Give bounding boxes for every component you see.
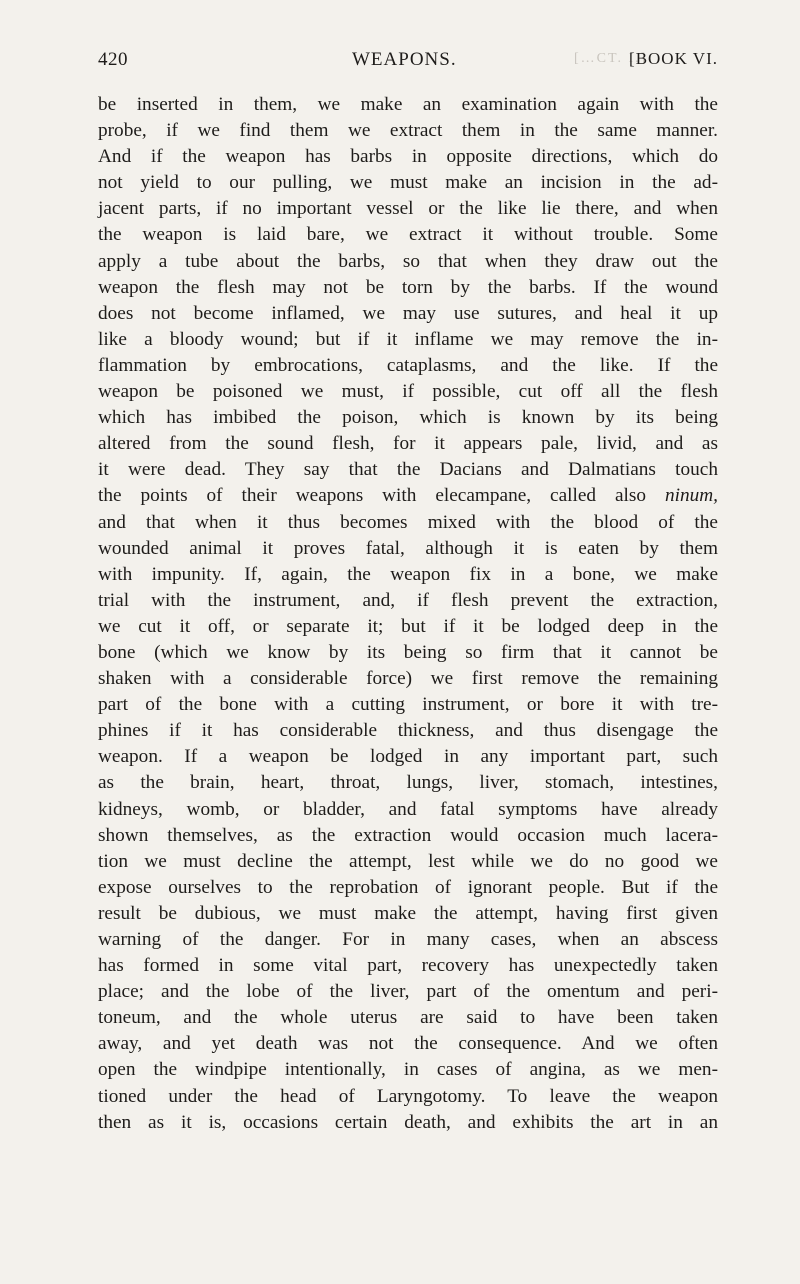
- text-line-content: apply a tube about the barbs, so that when they draw out the: [98, 250, 718, 272]
- text-line: [98, 457, 718, 483]
- text-line-content: which has imbibed the poison, which is known by its being: [98, 407, 718, 429]
- text-line: [98, 562, 718, 588]
- text-line: [98, 614, 718, 640]
- text-line: [98, 379, 718, 405]
- text-line: [98, 510, 718, 536]
- text-line-content: does not become inflamed, we may use sutures, and heal it up: [98, 302, 718, 324]
- text-line: [98, 797, 718, 823]
- text-line: [98, 170, 718, 196]
- text-line-content: And if the weapon has barbs in opposite directions, which do: [98, 146, 718, 168]
- text-line-content: be inserted in them, we make an examination again with the: [98, 94, 718, 115]
- text-line-content: flammation by embrocations, cataplasms, and the like. If the: [98, 354, 718, 376]
- text-line-content: phines if it has considerable thickness, and thus disengage the: [98, 720, 718, 742]
- text-line-content: with impunity. If, again, the weapon fix in a bone, we make: [98, 563, 718, 585]
- text-line-content: then as it is, occasions certain death, and exhibits the art in an: [98, 1111, 718, 1133]
- text-line: [98, 536, 718, 562]
- text-line: [98, 301, 718, 327]
- text-line: [98, 640, 718, 666]
- text-line-content: trial with the instrument, and, if flesh prevent the extraction,: [98, 589, 718, 611]
- body-text: [98, 92, 718, 1136]
- text-line-content: away, and yet death was not the consequence. And we often: [98, 1033, 718, 1055]
- text-line-content: the weapon is laid bare, we extract it without trouble. Some: [98, 224, 718, 246]
- book-reference: [BOOK VI.: [629, 49, 718, 68]
- text-line: [98, 144, 718, 170]
- text-line: [98, 1084, 718, 1110]
- text-line-content: we cut it off, or separate it; but if it be lodged deep in the: [98, 615, 718, 637]
- text-line-content: probe, if we find them we extract them in the same manner.: [98, 120, 718, 142]
- page-title: WEAPONS.: [352, 49, 457, 70]
- text-line: [98, 1057, 718, 1083]
- text-line: [98, 901, 718, 927]
- text-line-content: warning of the danger. For in many cases, when an abscess: [98, 929, 718, 950]
- text-line: [98, 849, 718, 875]
- text-line: [98, 118, 718, 144]
- text-line-content: as the brain, heart, throat, lungs, liver, stomach, intestines,: [98, 772, 718, 794]
- text-line: [98, 823, 718, 849]
- text-line-content: has formed in some vital part, recovery has unexpectedly taken: [98, 955, 718, 977]
- text-line-content: result be dubious, we must make the attempt, having first given: [98, 902, 718, 924]
- text-line-content: like a bloody wound; but if it inflame we may remove the in-: [98, 328, 718, 350]
- text-line-content: bone (which we know by its being so firm that it cannot be: [98, 641, 718, 663]
- text-line-content: jacent parts, if no important vessel or the like lie there, and when: [98, 198, 718, 220]
- text-line: [98, 1005, 718, 1031]
- text-line-content: altered from the sound flesh, for it appears pale, livid, and as: [98, 433, 718, 455]
- text-line-content: place; and the lobe of the liver, part of the omentum and peri-: [98, 981, 718, 1003]
- text-line-content: part of the bone with a cutting instrument, or bore it with tre-: [98, 694, 718, 716]
- text-line: [98, 92, 718, 118]
- text-line-content: it were dead. They say that the Dacians and Dalmatians touch: [98, 459, 718, 481]
- text-line-content: toneum, and the whole uterus are said to have been taken: [98, 1007, 718, 1029]
- page-number: 420: [98, 49, 128, 70]
- text-line: [98, 222, 718, 248]
- text-line: [98, 875, 718, 901]
- text-line: [98, 692, 718, 718]
- running-head: [98, 49, 718, 79]
- text-line: [98, 275, 718, 301]
- text-line-content: weapon the flesh may not be torn by the barbs. If the wound: [98, 276, 718, 298]
- text-line-content: shown themselves, as the extraction would occasion much lacera-: [98, 824, 718, 846]
- text-line: [98, 196, 718, 222]
- text-line-content: kidneys, womb, or bladder, and fatal symptoms have already: [98, 798, 718, 820]
- text-line-content: weapon. If a weapon be lodged in any important part, such: [98, 746, 718, 768]
- italic-term: ninum,: [664, 485, 718, 507]
- text-line-content: expose ourselves to the reprobation of ignorant people. But if the: [98, 876, 718, 898]
- text-line-content: shaken with a considerable force) we first remove the remaining: [98, 668, 718, 690]
- text-line: [98, 770, 718, 796]
- text-line: [98, 431, 718, 457]
- text-line: [98, 718, 718, 744]
- text-line-content: wounded animal it proves fatal, although it is eaten by them: [98, 537, 718, 559]
- text-line: [98, 588, 718, 614]
- text-line-content: the points of their weapons with elecampane, called also: [98, 485, 647, 507]
- text-line-content: tion we must decline the attempt, lest while we do no good we: [98, 850, 718, 872]
- text-line-content: not yield to our pulling, we must make an incision in the ad-: [98, 172, 718, 194]
- text-line: [98, 1031, 718, 1057]
- text-line-content: open the windpipe intentionally, in cases of angina, as we men-: [98, 1059, 718, 1081]
- text-line-content: tioned under the head of Laryngotomy. To leave the weapon: [98, 1085, 718, 1107]
- text-line: [98, 327, 718, 353]
- text-line: [98, 979, 718, 1005]
- text-line-content: and that when it thus becomes mixed with the blood of the: [98, 511, 718, 533]
- text-line: [98, 927, 718, 953]
- text-line: [98, 405, 718, 431]
- text-line: [98, 744, 718, 770]
- text-line: [98, 1110, 718, 1136]
- text-line: [98, 249, 718, 275]
- bleed-through-text: […CT. I.]: [574, 51, 648, 66]
- text-line: [98, 483, 718, 509]
- text-line: [98, 666, 718, 692]
- text-line: [98, 353, 718, 379]
- text-line-content: weapon be poisoned we must, if possible, cut off all the flesh: [98, 381, 718, 403]
- text-line: [98, 953, 718, 979]
